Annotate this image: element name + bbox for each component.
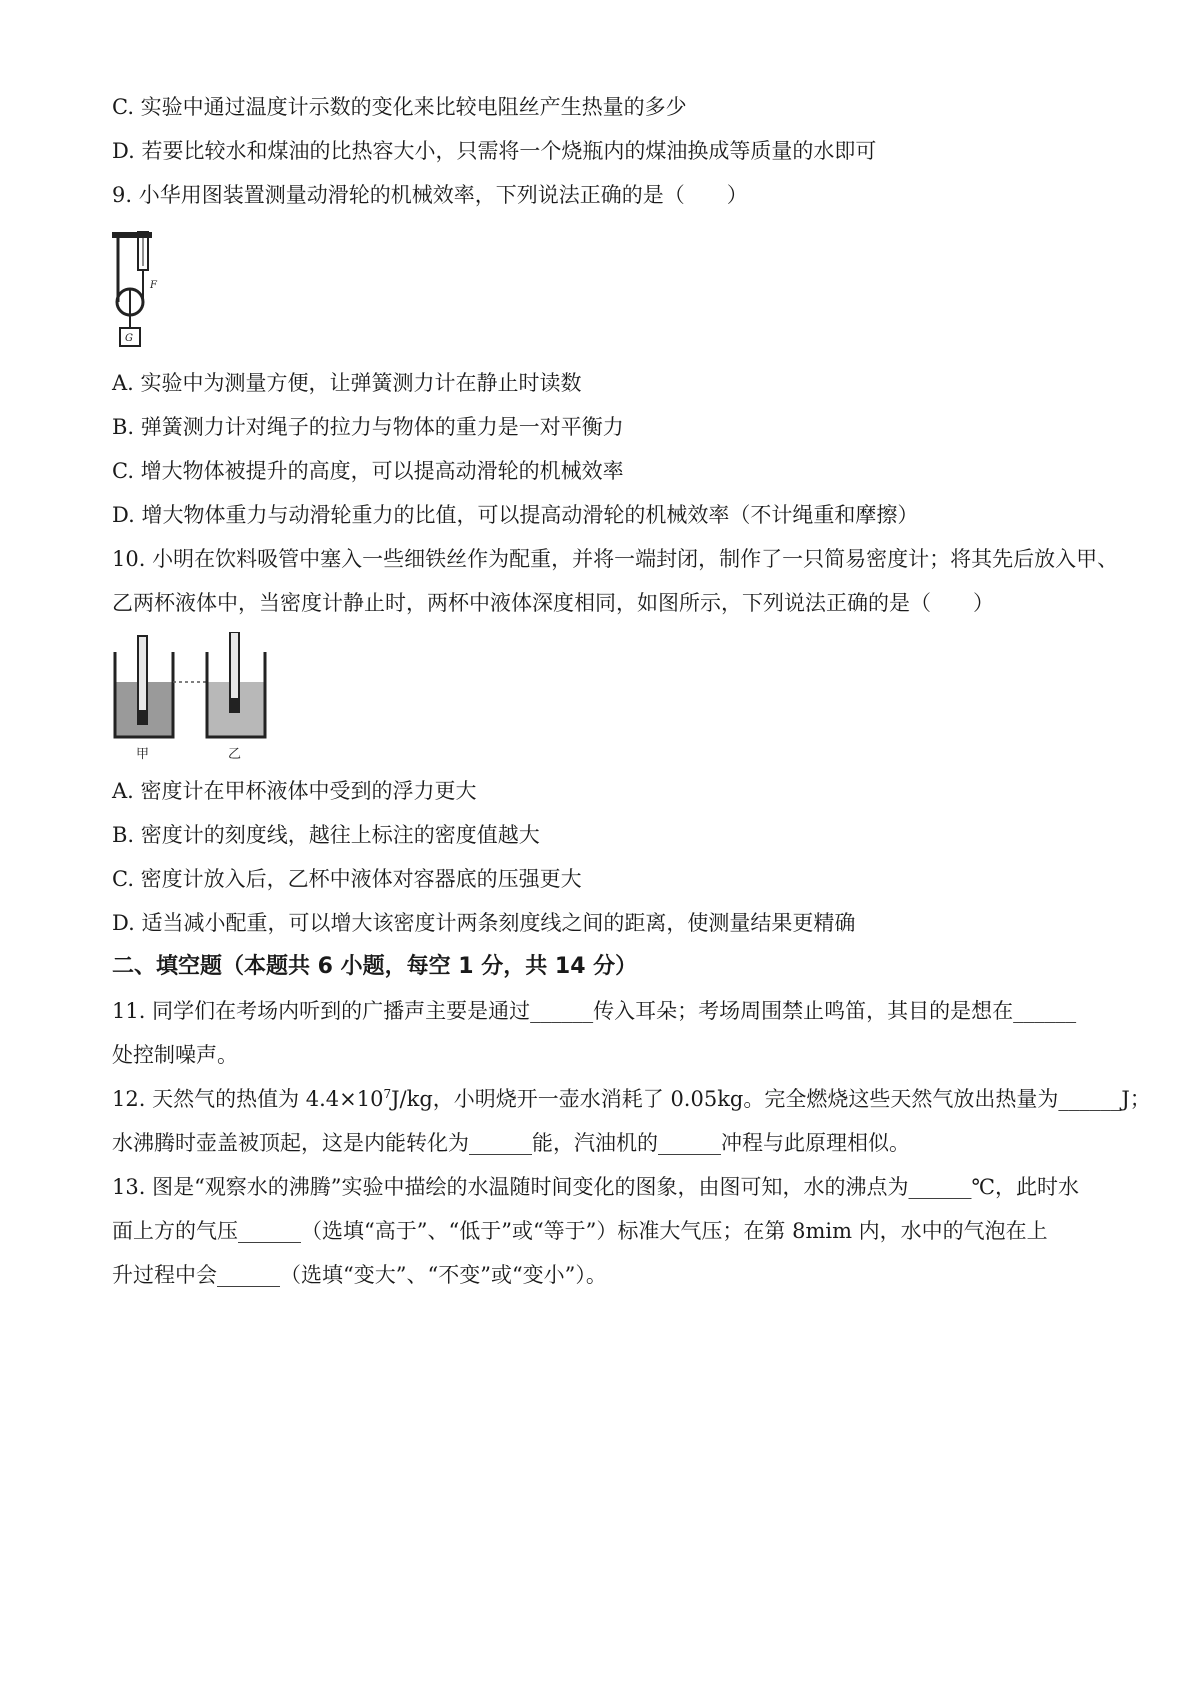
section-fill-in-title: 二、填空题（本题共 6 小题，每空 1 分，共 14 分） xyxy=(112,954,638,979)
q12-exponent: 7 xyxy=(383,1087,392,1101)
q12-line-1 xyxy=(112,1084,1151,1114)
q10-option-d: D. 适当减小配重，可以增大该密度计两条刻度线之间的距离，使测量结果更精确 xyxy=(112,911,856,935)
weight-label: G xyxy=(125,333,133,344)
q9-stem: 9. 小华用图装置测量动滑轮的机械效率，下列说法正确的是（ ） xyxy=(112,183,748,207)
q9-option-b: B. 弹簧测力计对绳子的拉力与物体的重力是一对平衡力 xyxy=(112,415,624,439)
q13-line-1: 13. 图是“观察水的沸腾”实验中描绘的水温随时间变化的图象，由图可知，水的沸点为______℃，此时水 xyxy=(112,1175,1080,1199)
density-meter-figure xyxy=(112,632,282,764)
q9-option-a: A. 实验中为测量方便，让弹簧测力计在静止时读数 xyxy=(112,371,582,395)
pulley-apparatus-figure xyxy=(112,228,182,353)
q11-line-1: 11. 同学们在考场内听到的广播声主要是通过______传入耳朵；考场周围禁止鸣笛，其目的是想在______ xyxy=(112,999,1077,1023)
q12-line-1-post: J/kg，小明烧开一壶水消耗了 0.05kg。完全燃烧这些天然气放出热量为______J； xyxy=(391,1087,1151,1111)
q9-option-c: C. 增大物体被提升的高度，可以提高动滑轮的机械效率 xyxy=(112,459,624,483)
cup-label-jia: 甲 xyxy=(136,747,150,762)
q10-stem-line-2: 乙两杯液体中，当密度计静止时，两杯中液体深度相同，如图所示，下列说法正确的是（ ） xyxy=(112,591,994,615)
q10-option-a: A. 密度计在甲杯液体中受到的浮力更大 xyxy=(112,779,477,803)
q11-line-2: 处控制噪声。 xyxy=(112,1043,238,1067)
q12-line-1-pre: 12. 天然气的热值为 4.4×10 xyxy=(112,1087,384,1111)
cup-label-yi: 乙 xyxy=(228,747,242,762)
q10-option-c: C. 密度计放入后，乙杯中液体对容器底的压强更大 xyxy=(112,867,582,891)
q13-line-3: 升过程中会______（选填“变大”、“不变”或“变小”）。 xyxy=(112,1263,607,1287)
q12-line-2: 水沸腾时壶盖被顶起，这是内能转化为______能，汽油机的______冲程与此原理相似。 xyxy=(112,1131,910,1155)
q9-option-d: D. 增大物体重力与动滑轮重力的比值，可以提高动滑轮的机械效率（不计绳重和摩擦） xyxy=(112,503,919,527)
q8-option-d: D. 若要比较水和煤油的比热容大小，只需将一个烧瓶内的煤油换成等质量的水即可 xyxy=(112,139,877,163)
q10-stem-line-1: 10. 小明在饮料吸管中塞入一些细铁丝作为配重，并将一端封闭，制作了一只简易密度计；将其先后放入甲、 xyxy=(112,547,1119,571)
q13-line-2: 面上方的气压______（选填“高于”、“低于”或“等于”）标准大气压；在第 8mim 内，水中的气泡在上 xyxy=(112,1219,1048,1243)
force-label: F xyxy=(150,280,157,291)
q8-option-c: C. 实验中通过温度计示数的变化来比较电阻丝产生热量的多少 xyxy=(112,95,687,119)
q10-option-b: B. 密度计的刻度线，越往上标注的密度值越大 xyxy=(112,823,540,847)
